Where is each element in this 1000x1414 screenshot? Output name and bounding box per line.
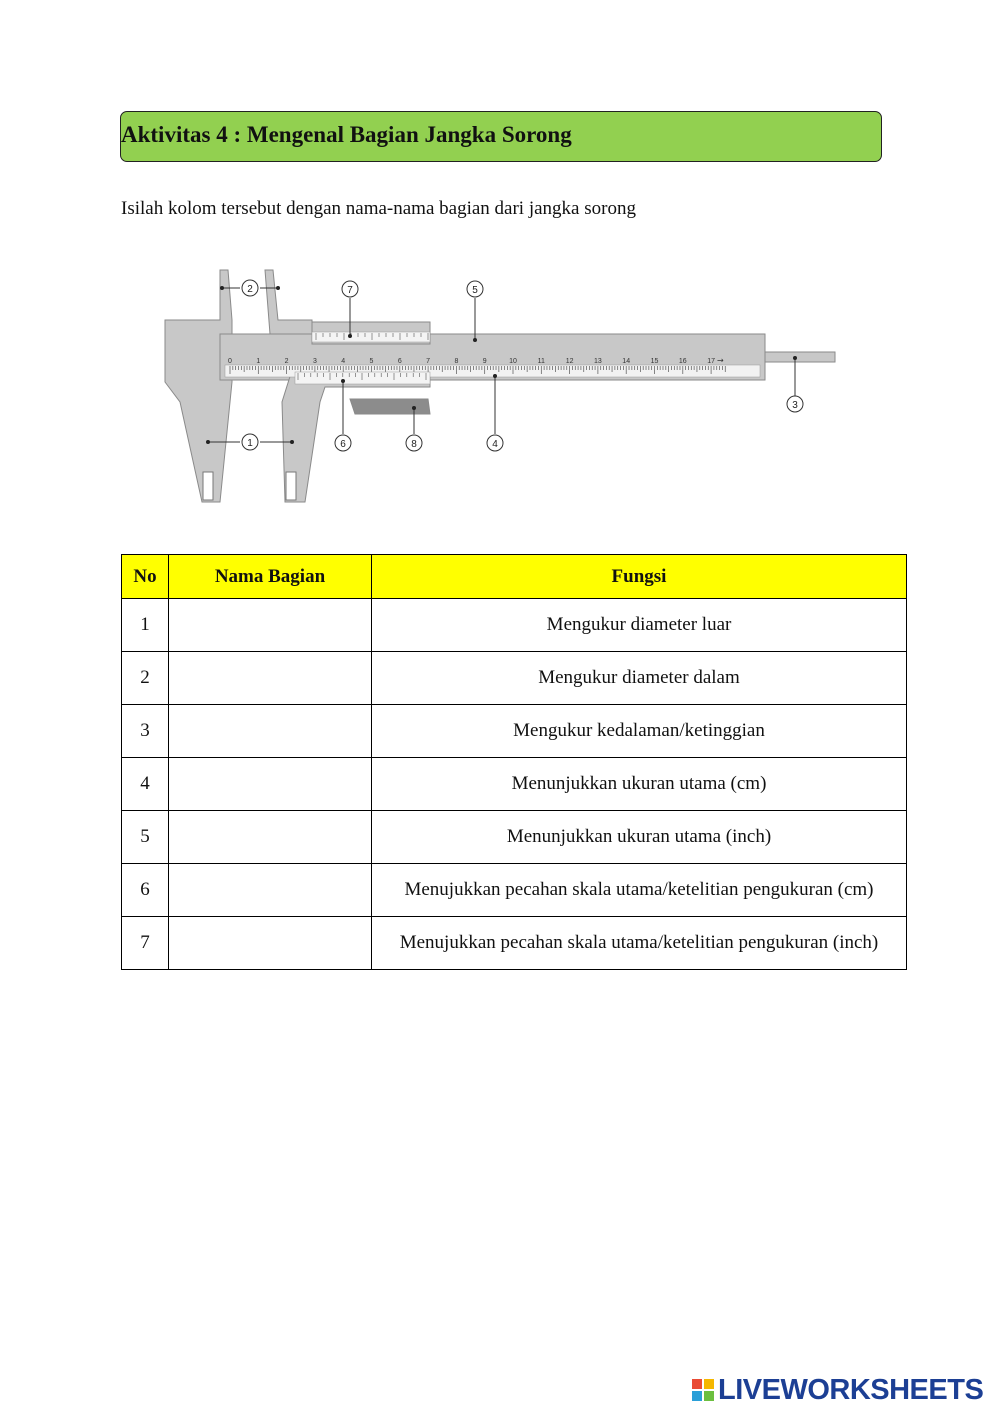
callout-8	[406, 435, 422, 451]
table-row	[122, 758, 907, 811]
main-scale-label: 16	[678, 358, 687, 365]
svg-text:3: 3	[792, 400, 798, 411]
depth-rod	[765, 352, 835, 362]
table-row	[122, 917, 907, 970]
main-scale-label: 15	[650, 358, 659, 365]
part-name-answer-cell[interactable]	[169, 705, 372, 758]
liveworksheets-logo	[692, 1374, 983, 1406]
main-scale-label: 14	[622, 358, 631, 365]
callout-6	[335, 435, 351, 451]
main-scale-label: 11	[537, 358, 545, 365]
main-scale-label: 9	[482, 358, 487, 365]
svg-text:5: 5	[472, 285, 478, 296]
main-scale-label: 10	[509, 358, 517, 365]
main-scale-label: 12	[565, 358, 574, 365]
table-header-row	[122, 555, 907, 599]
row-function: Mengukur kedalaman/ketinggian	[372, 705, 907, 758]
caliper-diagram	[160, 262, 840, 512]
main-scale-label: 13	[594, 358, 602, 365]
table-row	[122, 652, 907, 705]
sliding-upper-jaw	[265, 270, 312, 334]
callout-3	[787, 396, 803, 412]
main-scale-label: 5	[369, 358, 374, 365]
part-name-answer-cell[interactable]	[169, 758, 372, 811]
row-no: 5	[122, 811, 169, 864]
row-no: 4	[122, 758, 169, 811]
svg-text:7: 7	[347, 285, 353, 296]
main-scale-label: 2	[284, 358, 289, 365]
table-row	[122, 811, 907, 864]
header-name: Nama Bagian	[169, 555, 372, 599]
table-row	[122, 864, 907, 917]
main-scale-label: 3	[312, 358, 317, 365]
instruction-text: Isilah kolom tersebut dengan nama-nama bagian dari jangka sorong	[121, 198, 636, 219]
svg-text:8: 8	[411, 439, 417, 450]
row-function: Menunjukkan ukuran utama (inch)	[372, 811, 907, 864]
part-name-answer-cell[interactable]	[169, 599, 372, 652]
row-function: Menujukkan pecahan skala utama/ketelitian pengukuran (inch)	[372, 917, 907, 970]
row-no: 7	[122, 917, 169, 970]
row-function: Mengukur diameter luar	[372, 599, 907, 652]
main-scale-label: 6	[397, 358, 402, 365]
row-no: 2	[122, 652, 169, 705]
callout-1	[242, 434, 258, 450]
callout-5	[467, 281, 483, 297]
table-row	[122, 599, 907, 652]
row-function: Menunjukkan ukuran utama (cm)	[372, 758, 907, 811]
liveworksheets-logo-icon	[692, 1379, 714, 1401]
activity-title: Aktivitas 4 : Mengenal Bagian Jangka Sorong	[121, 122, 572, 147]
table-row	[122, 705, 907, 758]
row-function: Mengukur diameter dalam	[372, 652, 907, 705]
liveworksheets-logo-text: LIVEWORKSHEETS	[718, 1373, 984, 1406]
row-no: 6	[122, 864, 169, 917]
svg-text:2: 2	[247, 284, 253, 295]
main-scale-label: 8	[454, 358, 459, 365]
main-scale-label: 0	[228, 358, 232, 365]
main-scale-label: 1	[256, 358, 261, 365]
row-no: 1	[122, 599, 169, 652]
main-scale-label: 7	[426, 358, 431, 365]
activity-title-box	[120, 111, 882, 162]
sliding-lower-jaw	[282, 370, 430, 502]
main-scale-label: 17	[707, 358, 715, 365]
part-name-answer-cell[interactable]	[169, 811, 372, 864]
scale-arrow: →	[717, 356, 724, 365]
main-scale-label: 4	[341, 358, 346, 365]
row-function: Menujukkan pecahan skala utama/ketelitian pengukuran (cm)	[372, 864, 907, 917]
svg-text:1: 1	[247, 438, 253, 449]
svg-text:6: 6	[340, 439, 346, 450]
header-no: No	[122, 555, 169, 599]
callout-2	[242, 280, 258, 296]
svg-text:4: 4	[492, 439, 498, 450]
part-name-answer-cell[interactable]	[169, 917, 372, 970]
callout-4	[487, 435, 503, 451]
header-function: Fungsi	[372, 555, 907, 599]
callout-7	[342, 281, 358, 297]
thumb-lever	[350, 399, 430, 414]
parts-table	[121, 554, 907, 970]
row-no: 3	[122, 705, 169, 758]
part-name-answer-cell[interactable]	[169, 652, 372, 705]
part-name-answer-cell[interactable]	[169, 864, 372, 917]
fixed-jaw	[165, 270, 232, 502]
